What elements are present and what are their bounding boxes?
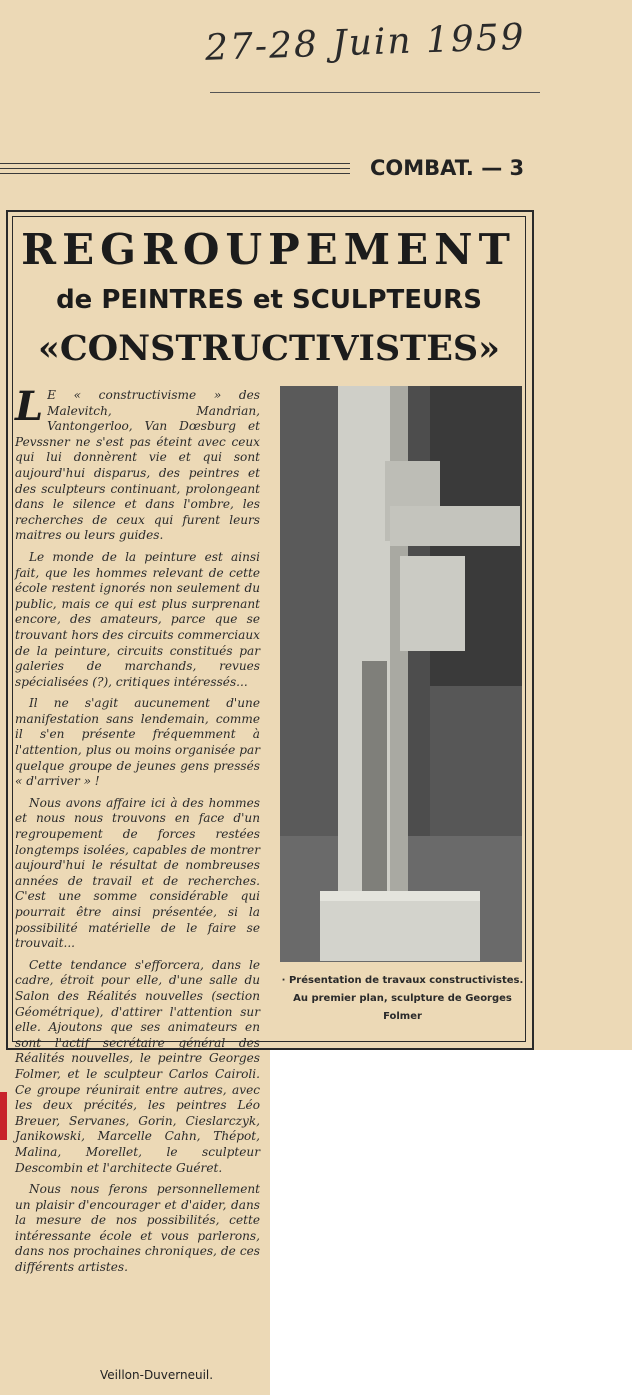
header-rule [0, 173, 350, 174]
paragraph: Nous avons affaire ici à des hommes et nous nous trouvons en face d'un regroupement de forces restées longtemps isolées, capables de montrer aujourd'hui le résultat de nombreuses années de travail et de recherches. C'est une somme considérable qui pourrait être ainsi présentée, si la possibilité matérielle de le faire se trouvait... [15, 795, 260, 951]
byline: Veillon-Duverneuil. [100, 1368, 214, 1382]
header-rule [0, 163, 350, 164]
headline-constructivistes: «CONSTRUCTIVISTES» [37, 328, 501, 369]
article-body [15, 383, 260, 1282]
paragraph: L E « constructivisme » des Malevitch, Mandrian, Vantongerloo, Van Dœsburg et Pevssner ne s'est pas éteint avec ceux qui lui donnèrent vie et qui sont aujourd'hui disparus, des peintres et des sculpteurs continuant, prolongeant dans le silence et dans l'ombre, les recherches de ceux qui furent leurs maitres ou leurs guides. [15, 383, 260, 543]
headline: REGROUPEMENT [21, 225, 516, 274]
paragraph: Nous nous ferons personnellement un plaisir d'encourager et d'aider, dans la mesure de nos possibilités, cette intéressante école et vous parlerons, dans nos prochaines chroniques, de ces différents artistes. [15, 1182, 260, 1275]
paragraph: Il ne s'agit aucunement d'une manifestation sans lendemain, comme il s'en présente fréquemment à l'attention, plus ou moins organisée par quelque groupe de jeunes gens pressés « d'arriver » ! [15, 696, 260, 789]
subheadline: de PEINTRES et SCULPTEURS [56, 285, 482, 315]
photo-caption: · Présentation de travaux constructivistes. Au premier plan, sculpture de Georges Folmer [281, 975, 524, 1022]
header-rule [0, 168, 350, 169]
date-underline [210, 92, 540, 93]
masthead: COMBAT. — 3 [370, 156, 525, 180]
paragraph: Le monde de la peinture est ainsi fait, que les hommes relevant de cette école restent ignorés non seulement du public, mais ce qui est plus surprenant encore, des amateurs, parce que se trouvant hors des circuits commerciaux de la peinture, circuits constitués par galeries de marchands, revues spécialisées (?), critiques intéressés... [15, 549, 260, 689]
handwritten-date: 27-28 Juin 1959 [204, 16, 527, 69]
sculpture-photo-art [280, 386, 522, 962]
paragraph: Cette tendance s'efforcera, dans le cadre, étroit pour elle, d'une salle du Salon des Réalités nouvelles (section Géométrique), d'attirer l'attention sur elle. Ajoutons que ses animateurs en sont l'actif secrétaire général des Réalités nouvelles, le peintre Georges Folmer, et le sculpteur Carlos Cairoli. Ce groupe réunirait entre autres, avec les deux précités, les peintres Léo Breuer, Servanes, Gorin, Cieslarczyk, Janikowski, Marcelle Cahn, Thépot, Malina, Morellet, le sculpteur Descombin et l'architecte Guéret. [15, 957, 260, 1175]
drop-cap: L [15, 383, 44, 430]
sculpture-photo [280, 386, 522, 962]
red-pen-mark [0, 1092, 7, 1140]
